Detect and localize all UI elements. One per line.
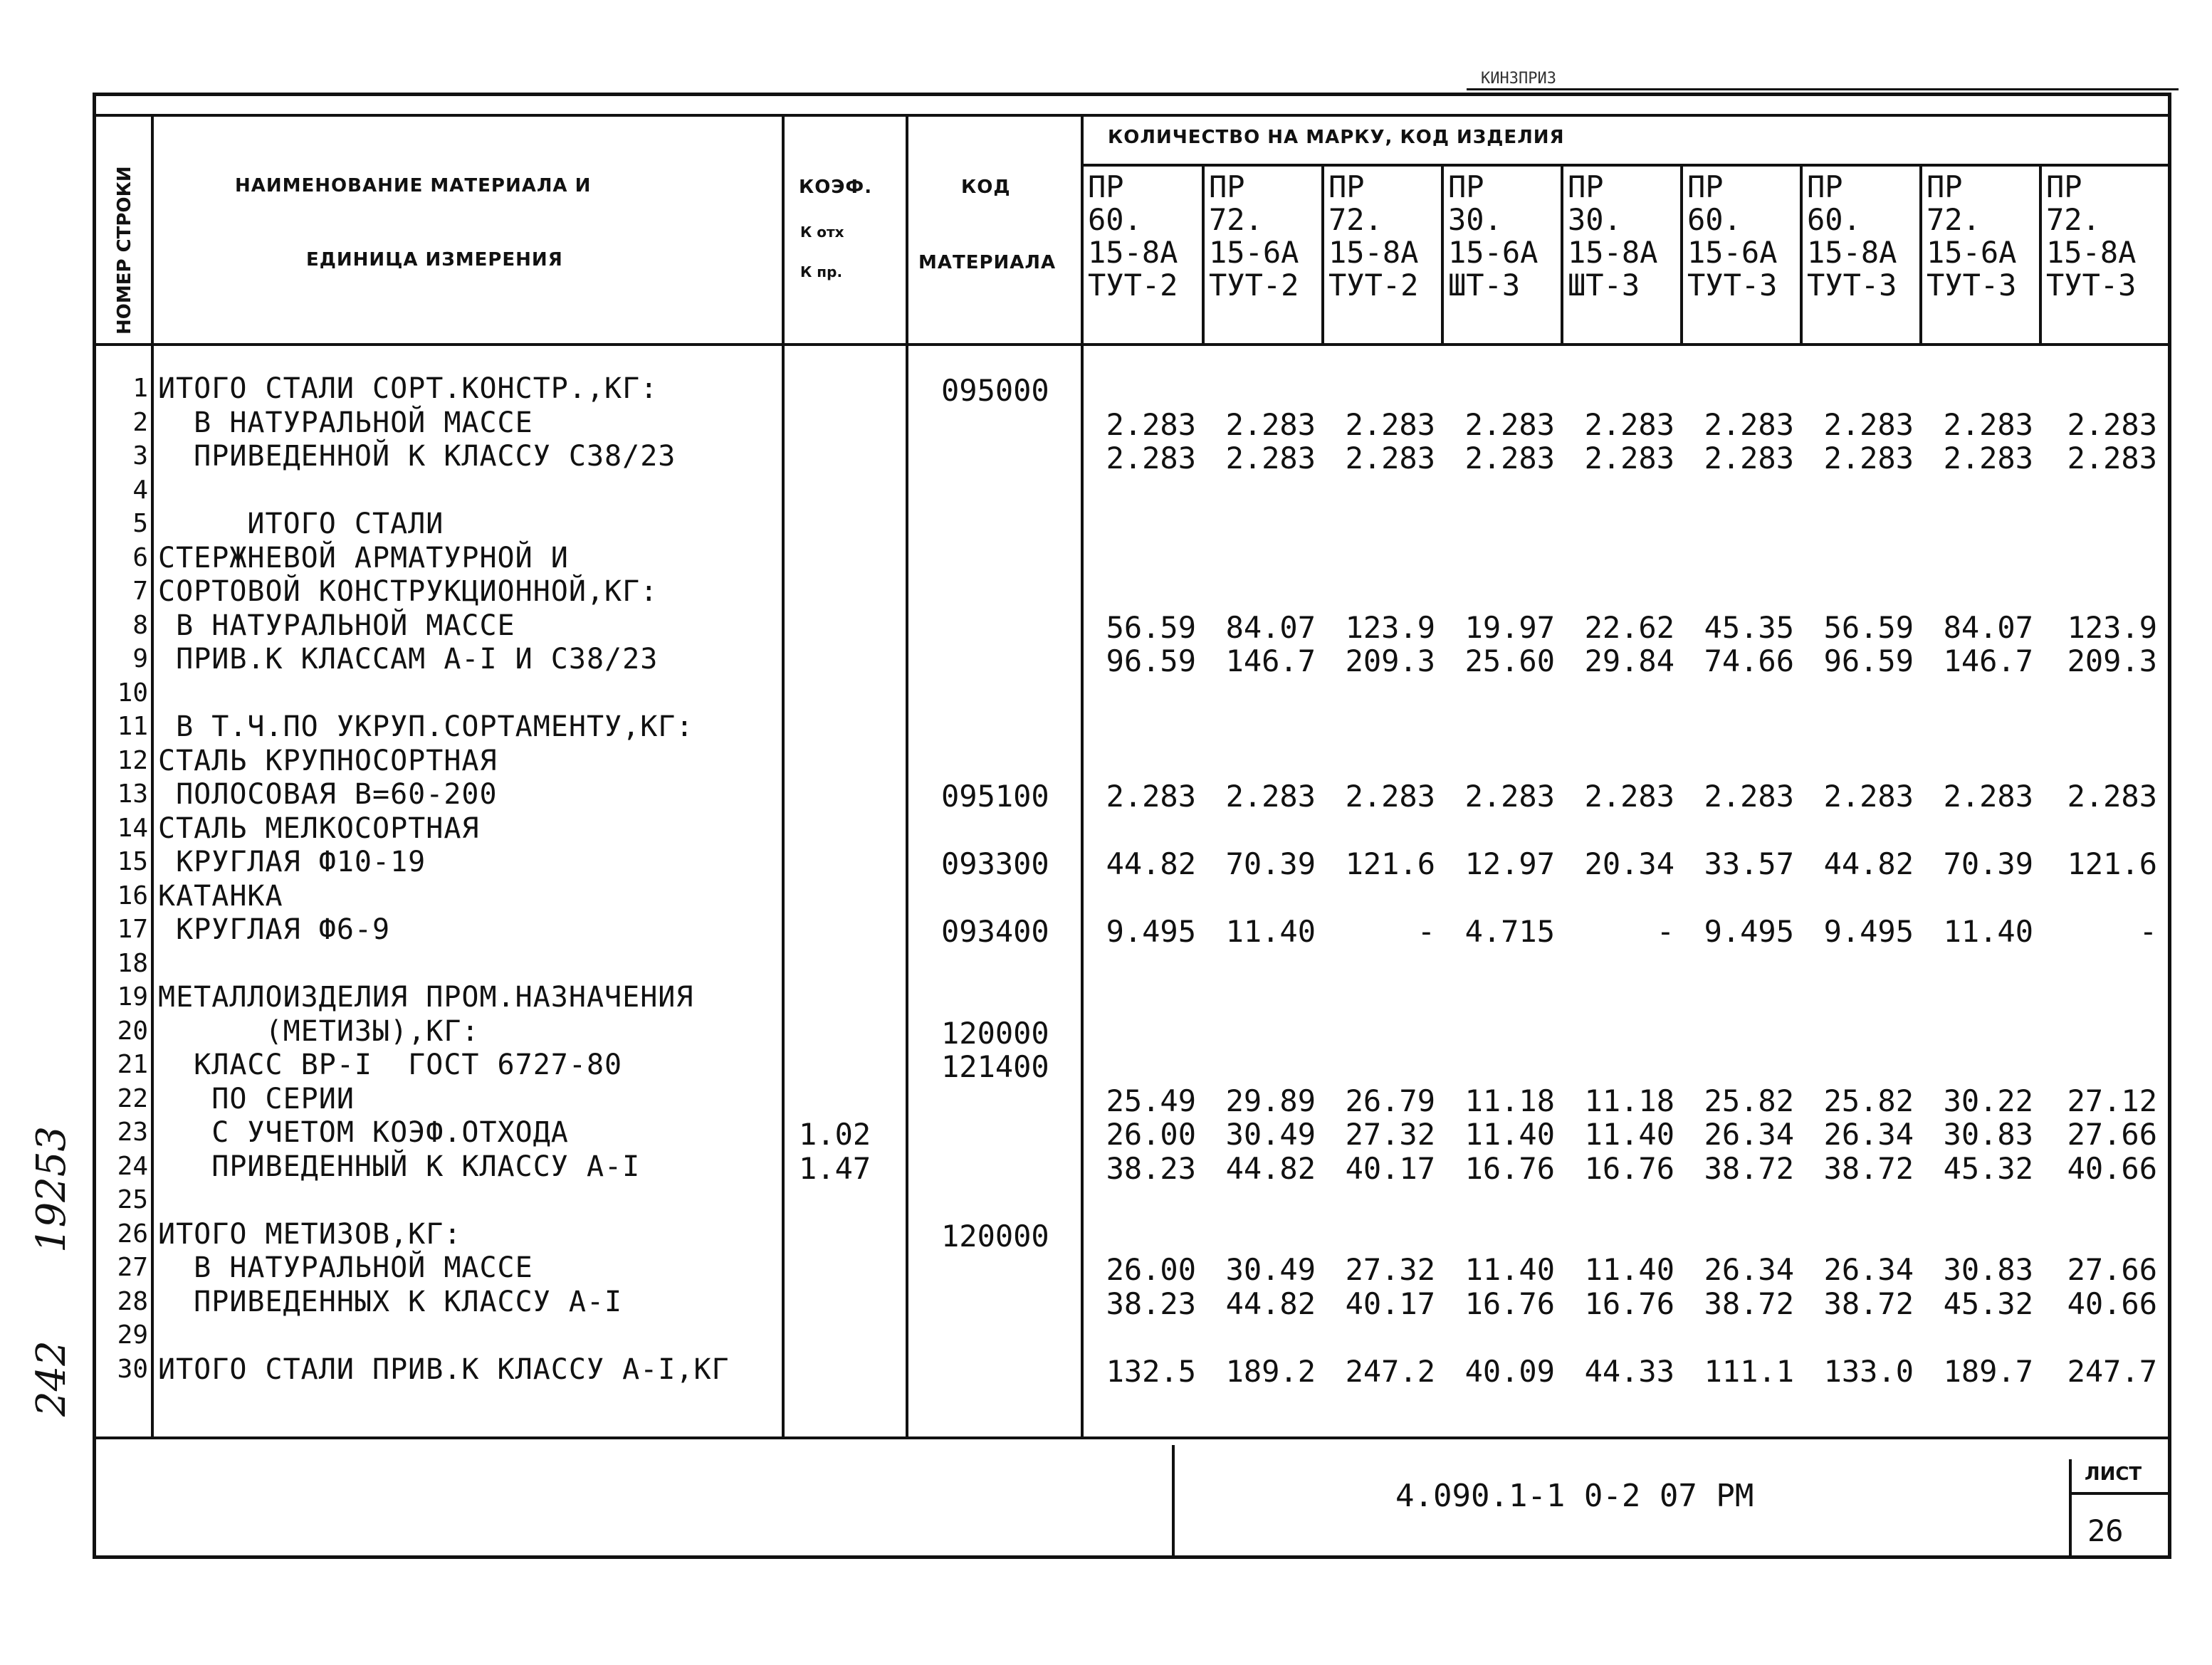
top-stamp: КИНЗПРИЗ bbox=[1481, 70, 1556, 88]
row-name: СТАЛЬ МЕЛКОСОРТНАЯ bbox=[158, 812, 480, 845]
row-value: 121.6 bbox=[1345, 846, 1435, 881]
row-value: 26.00 bbox=[1106, 1252, 1196, 1287]
row-value: 9.495 bbox=[1823, 914, 1914, 949]
row-value: 2.283 bbox=[1823, 779, 1914, 814]
row-value: 11.18 bbox=[1464, 1083, 1555, 1118]
product-header-2 bbox=[1209, 171, 1299, 302]
row-material-code: 120000 bbox=[941, 1016, 1049, 1051]
row-value: 30.22 bbox=[1943, 1083, 2033, 1118]
product-header-1 bbox=[1088, 171, 1178, 302]
row-value: 44.82 bbox=[1225, 1151, 1316, 1186]
row-value: 38.72 bbox=[1823, 1286, 1914, 1321]
row-value: 209.3 bbox=[2067, 644, 2157, 678]
product-header-line: 15-6А bbox=[1687, 235, 1778, 270]
row-number: 9 bbox=[132, 644, 148, 673]
row-value: 2.283 bbox=[1345, 407, 1435, 442]
product-header-line: 60. bbox=[1807, 202, 1861, 237]
row-number: 27 bbox=[117, 1253, 148, 1282]
product-header-line: ПР bbox=[1088, 169, 1124, 204]
coef-sub-pr: К пр. bbox=[800, 263, 843, 280]
row-value: 27.32 bbox=[1345, 1252, 1435, 1287]
product-header-line: 30. bbox=[1448, 202, 1502, 237]
row-value: 11.40 bbox=[1584, 1117, 1674, 1152]
row-name: В Т.Ч.ПО УКРУП.СОРТАМЕНТУ,КГ: bbox=[158, 710, 694, 743]
row-value: 29.84 bbox=[1584, 644, 1674, 678]
row-number: 29 bbox=[117, 1320, 148, 1350]
row-name: С УЧЕТОМ КОЭФ.ОТХОДА bbox=[158, 1116, 569, 1149]
sheet-label: ЛИСТ bbox=[2085, 1464, 2142, 1485]
col-line-p2 bbox=[1321, 165, 1324, 345]
top-stamp-line bbox=[1467, 88, 2179, 90]
row-value: 22.62 bbox=[1584, 610, 1674, 645]
row-number: 21 bbox=[117, 1050, 148, 1079]
row-value: 2.283 bbox=[1704, 779, 1794, 814]
row-value: 2.283 bbox=[1106, 407, 1196, 442]
name-header-line2: ЕДИНИЦА ИЗМЕРЕНИЯ bbox=[306, 249, 563, 271]
row-number: 15 bbox=[117, 847, 148, 876]
row-number: 10 bbox=[117, 678, 148, 708]
row-number: 28 bbox=[117, 1287, 148, 1316]
product-header-line: 15-8А bbox=[1088, 235, 1178, 270]
row-value: 11.40 bbox=[1584, 1252, 1674, 1287]
row-number: 11 bbox=[117, 712, 148, 741]
row-name: СОРТОВОЙ КОНСТРУКЦИОННОЙ,КГ: bbox=[158, 575, 659, 608]
product-header-line: ПР bbox=[1927, 169, 1963, 204]
row-name: МЕТАЛЛОИЗДЕЛИЯ ПРОМ.НАЗНАЧЕНИЯ bbox=[158, 981, 694, 1014]
row-coefficient: 1.47 bbox=[799, 1151, 871, 1186]
product-header-5 bbox=[1568, 171, 1657, 302]
product-header-7 bbox=[1807, 171, 1897, 302]
product-header-line: ТУТ-3 bbox=[1927, 268, 2017, 303]
row-value: 146.7 bbox=[1943, 644, 2033, 678]
header-top-line bbox=[93, 114, 2171, 117]
row-name: ПРИВ.К КЛАССАМ А-I И С38/23 bbox=[158, 643, 659, 676]
row-number: 4 bbox=[132, 476, 148, 505]
product-header-line: ТУТ-2 bbox=[1088, 268, 1178, 303]
row-value: 25.49 bbox=[1106, 1083, 1196, 1118]
row-value: 2.283 bbox=[1584, 407, 1674, 442]
row-name: ПРИВЕДЕННЫЙ К КЛАССУ А-I bbox=[158, 1150, 641, 1183]
inventory-number: 19253 bbox=[28, 1125, 75, 1253]
col-line-coef bbox=[906, 114, 908, 1438]
product-header-line: 60. bbox=[1088, 202, 1142, 237]
row-number: 13 bbox=[117, 779, 148, 809]
row-value: 2.283 bbox=[1823, 407, 1914, 442]
row-number: 7 bbox=[132, 577, 148, 606]
product-header-line: ПР bbox=[1448, 169, 1484, 204]
product-header-9 bbox=[2046, 171, 2136, 302]
row-material-code: 121400 bbox=[941, 1049, 1049, 1084]
col-line-p1 bbox=[1202, 165, 1205, 345]
row-value: 45.32 bbox=[1943, 1151, 2033, 1186]
row-value: 11.40 bbox=[1943, 914, 2033, 949]
row-value: 9.495 bbox=[1106, 914, 1196, 949]
product-header-line: 15-6А bbox=[1209, 235, 1299, 270]
row-value: 70.39 bbox=[1943, 846, 2033, 881]
product-header-line: 15-6А bbox=[1448, 235, 1539, 270]
row-name: СТАЛЬ КРУПНОСОРТНАЯ bbox=[158, 745, 498, 777]
row-number: 20 bbox=[117, 1017, 148, 1046]
row-value: 2.283 bbox=[2067, 779, 2157, 814]
row-value: 2.283 bbox=[1464, 407, 1555, 442]
coef-header: КОЭФ. bbox=[799, 177, 873, 198]
row-number: 23 bbox=[117, 1118, 148, 1147]
row-number: 22 bbox=[117, 1084, 148, 1113]
row-number: 2 bbox=[132, 408, 148, 437]
row-name: В НАТУРАЛЬНОЙ МАССЕ bbox=[158, 1251, 533, 1284]
row-value: 247.2 bbox=[1345, 1354, 1435, 1389]
row-value: 2.283 bbox=[1225, 407, 1316, 442]
row-value: 84.07 bbox=[1943, 610, 2033, 645]
row-value: 70.39 bbox=[1225, 846, 1316, 881]
footer-sheet-divider bbox=[2069, 1459, 2072, 1559]
row-value: 20.34 bbox=[1584, 846, 1674, 881]
document-code: 4.090.1-1 0-2 07 РМ bbox=[1395, 1478, 1754, 1514]
row-value: 84.07 bbox=[1225, 610, 1316, 645]
row-value: 2.283 bbox=[2067, 407, 2157, 442]
row-number-header: НОМЕР СТРОКИ bbox=[114, 166, 135, 335]
row-number: 19 bbox=[117, 982, 148, 1012]
row-value: 146.7 bbox=[1225, 644, 1316, 678]
row-value: 26.34 bbox=[1823, 1117, 1914, 1152]
row-value: 2.283 bbox=[1345, 779, 1435, 814]
product-header-line: ТУТ-3 bbox=[1807, 268, 1897, 303]
row-value: 2.283 bbox=[1464, 779, 1555, 814]
quantity-header: КОЛИЧЕСТВО НА МАРКУ, КОД ИЗДЕЛИЯ bbox=[1108, 127, 1565, 148]
row-value: - bbox=[1656, 914, 1674, 949]
row-value: 19.97 bbox=[1464, 610, 1555, 645]
product-header-line: 72. bbox=[1927, 202, 1981, 237]
row-value: 26.34 bbox=[1704, 1117, 1794, 1152]
row-name: КРУГЛАЯ Ф10-19 bbox=[158, 846, 426, 878]
product-header-3 bbox=[1328, 171, 1418, 302]
product-header-line: ТУТ-3 bbox=[2046, 268, 2137, 303]
product-header-line: ТУТ-3 bbox=[1687, 268, 1778, 303]
row-value: 2.283 bbox=[1106, 441, 1196, 476]
product-header-line: 60. bbox=[1687, 202, 1741, 237]
row-value: 16.76 bbox=[1464, 1151, 1555, 1186]
product-header-line: ПР bbox=[2046, 169, 2082, 204]
row-value: 27.66 bbox=[2067, 1117, 2157, 1152]
row-value: 25.60 bbox=[1464, 644, 1555, 678]
header-bottom-line bbox=[93, 343, 2171, 346]
product-header-line: 15-8А bbox=[1807, 235, 1897, 270]
row-value: 44.82 bbox=[1106, 846, 1196, 881]
row-number: 5 bbox=[132, 509, 148, 538]
product-header-line: ШТ-3 bbox=[1568, 268, 1640, 303]
row-number: 12 bbox=[117, 746, 148, 775]
product-header-line: 15-8А bbox=[2046, 235, 2137, 270]
product-header-line: ШТ-3 bbox=[1448, 268, 1521, 303]
row-value: 38.23 bbox=[1106, 1151, 1196, 1186]
row-value: 44.33 bbox=[1584, 1354, 1674, 1389]
row-value: 25.82 bbox=[1704, 1083, 1794, 1118]
col-line-p3 bbox=[1441, 165, 1444, 345]
row-value: 2.283 bbox=[1943, 441, 2033, 476]
row-value: 38.23 bbox=[1106, 1286, 1196, 1321]
row-number: 18 bbox=[117, 949, 148, 978]
row-material-code: 120000 bbox=[941, 1219, 1049, 1254]
row-value: 189.7 bbox=[1943, 1354, 2033, 1389]
row-value: 30.83 bbox=[1943, 1117, 2033, 1152]
product-header-line: ТУТ-2 bbox=[1209, 268, 1299, 303]
name-header-line1: НАИМЕНОВАНИЕ МАТЕРИАЛА И bbox=[235, 175, 592, 196]
col-line-rownum bbox=[151, 114, 154, 1438]
product-header-line: 15-8А bbox=[1568, 235, 1658, 270]
row-material-code: 093400 bbox=[941, 914, 1049, 949]
coef-sub-otx: К отх bbox=[800, 224, 844, 241]
product-header-6 bbox=[1687, 171, 1777, 302]
row-value: 2.283 bbox=[1584, 779, 1674, 814]
row-value: 2.283 bbox=[1704, 441, 1794, 476]
row-name: ИТОГО СТАЛИ ПРИВ.К КЛАССУ А-I,КГ bbox=[158, 1353, 730, 1386]
row-value: 2.283 bbox=[1584, 441, 1674, 476]
row-number: 3 bbox=[132, 441, 148, 471]
row-name: ИТОГО МЕТИЗОВ,КГ: bbox=[158, 1218, 462, 1251]
product-header-line: 15-8А bbox=[1328, 235, 1419, 270]
row-value: 11.40 bbox=[1464, 1252, 1555, 1287]
product-header-line: 72. bbox=[1209, 202, 1263, 237]
product-header-4 bbox=[1448, 171, 1538, 302]
row-value: 56.59 bbox=[1106, 610, 1196, 645]
row-value: 111.1 bbox=[1704, 1354, 1794, 1389]
row-value: 40.17 bbox=[1345, 1151, 1435, 1186]
col-line-p4 bbox=[1561, 165, 1563, 345]
row-material-code: 095000 bbox=[941, 373, 1049, 408]
product-header-line: 72. bbox=[2046, 202, 2100, 237]
sheet-number: 26 bbox=[2087, 1513, 2124, 1548]
row-value: 2.283 bbox=[1943, 779, 2033, 814]
row-number: 17 bbox=[117, 915, 148, 944]
row-value: 30.83 bbox=[1943, 1252, 2033, 1287]
row-value: 2.283 bbox=[1225, 779, 1316, 814]
row-value: 30.49 bbox=[1225, 1252, 1316, 1287]
row-value: 209.3 bbox=[1345, 644, 1435, 678]
row-value: 9.495 bbox=[1704, 914, 1794, 949]
row-name: ПРИВЕДЕННЫХ К КЛАССУ А-I bbox=[158, 1286, 623, 1318]
row-value: 96.59 bbox=[1823, 644, 1914, 678]
row-name: ПРИВЕДЕННОЙ К КЛАССУ С38/23 bbox=[158, 440, 676, 473]
row-value: 26.34 bbox=[1823, 1252, 1914, 1287]
row-value: 2.283 bbox=[1943, 407, 2033, 442]
row-name: В НАТУРАЛЬНОЙ МАССЕ bbox=[158, 406, 533, 439]
col-line-code bbox=[1081, 114, 1084, 1438]
row-number: 30 bbox=[117, 1355, 148, 1384]
row-number: 26 bbox=[117, 1219, 148, 1249]
row-value: 29.89 bbox=[1225, 1083, 1316, 1118]
row-value: 2.283 bbox=[1225, 441, 1316, 476]
row-value: 27.32 bbox=[1345, 1117, 1435, 1152]
row-material-code: 093300 bbox=[941, 846, 1049, 881]
table-bottom-line bbox=[93, 1436, 2171, 1439]
row-number: 8 bbox=[132, 611, 148, 640]
row-name: ПОЛОСОВАЯ В=60-200 bbox=[158, 778, 498, 811]
row-value: - bbox=[1417, 914, 1435, 949]
row-name: В НАТУРАЛЬНОЙ МАССЕ bbox=[158, 609, 515, 642]
row-number: 14 bbox=[117, 814, 148, 843]
row-value: 40.66 bbox=[2067, 1286, 2157, 1321]
row-number: 6 bbox=[132, 543, 148, 572]
product-header-line: ПР bbox=[1328, 169, 1365, 204]
row-value: 121.6 bbox=[2067, 846, 2157, 881]
row-value: 133.0 bbox=[1823, 1354, 1914, 1389]
row-number: 25 bbox=[117, 1185, 148, 1214]
row-value: 16.76 bbox=[1464, 1286, 1555, 1321]
row-value: 30.49 bbox=[1225, 1117, 1316, 1152]
row-value: 25.82 bbox=[1823, 1083, 1914, 1118]
row-value: 44.82 bbox=[1823, 846, 1914, 881]
page-number-handwritten: 242 bbox=[28, 1340, 75, 1417]
footer-divider bbox=[1172, 1445, 1175, 1559]
row-value: 16.76 bbox=[1584, 1151, 1674, 1186]
product-header-line: ПР bbox=[1807, 169, 1843, 204]
footer-sheet-line bbox=[2069, 1492, 2171, 1495]
col-line-p6 bbox=[1800, 165, 1803, 345]
col-line-name bbox=[782, 114, 785, 1438]
product-header-line: ПР bbox=[1209, 169, 1245, 204]
row-value: 38.72 bbox=[1704, 1151, 1794, 1186]
row-name: КЛАСС ВР-I ГОСТ 6727-80 bbox=[158, 1049, 623, 1081]
row-value: - bbox=[2139, 914, 2157, 949]
row-name: КАТАНКА bbox=[158, 880, 283, 913]
row-value: 123.9 bbox=[1345, 610, 1435, 645]
row-name: ИТОГО СТАЛИ СОРТ.КОНСТР.,КГ: bbox=[158, 372, 659, 405]
product-header-8 bbox=[1927, 171, 2016, 302]
row-value: 40.09 bbox=[1464, 1354, 1555, 1389]
row-name: (МЕТИЗЫ),КГ: bbox=[158, 1015, 480, 1048]
product-header-line: ПР bbox=[1687, 169, 1724, 204]
row-value: 11.40 bbox=[1464, 1117, 1555, 1152]
row-value: 12.97 bbox=[1464, 846, 1555, 881]
row-value: 27.12 bbox=[2067, 1083, 2157, 1118]
row-name: КРУГЛАЯ Ф6-9 bbox=[158, 913, 391, 946]
col-line-p5 bbox=[1680, 165, 1683, 345]
row-value: 38.72 bbox=[1704, 1286, 1794, 1321]
row-value: 11.18 bbox=[1584, 1083, 1674, 1118]
row-coefficient: 1.02 bbox=[799, 1117, 871, 1152]
code-header: КОД bbox=[961, 177, 1011, 198]
row-value: 247.7 bbox=[2067, 1354, 2157, 1389]
row-value: 123.9 bbox=[2067, 610, 2157, 645]
row-value: 16.76 bbox=[1584, 1286, 1674, 1321]
row-value: 40.17 bbox=[1345, 1286, 1435, 1321]
row-value: 2.283 bbox=[1106, 779, 1196, 814]
row-value: 2.283 bbox=[1464, 441, 1555, 476]
row-value: 45.32 bbox=[1943, 1286, 2033, 1321]
row-value: 44.82 bbox=[1225, 1286, 1316, 1321]
row-value: 2.283 bbox=[1345, 441, 1435, 476]
row-value: 189.2 bbox=[1225, 1354, 1316, 1389]
row-value: 4.715 bbox=[1464, 914, 1555, 949]
row-value: 56.59 bbox=[1823, 610, 1914, 645]
row-value: 27.66 bbox=[2067, 1252, 2157, 1287]
product-header-line: 30. bbox=[1568, 202, 1622, 237]
row-value: 11.40 bbox=[1225, 914, 1316, 949]
row-name: СТЕРЖНЕВОЙ АРМАТУРНОЙ И bbox=[158, 542, 569, 574]
row-number: 1 bbox=[132, 374, 148, 403]
row-value: 74.66 bbox=[1704, 644, 1794, 678]
row-number: 24 bbox=[117, 1152, 148, 1181]
product-header-line: 72. bbox=[1328, 202, 1383, 237]
row-value: 2.283 bbox=[2067, 441, 2157, 476]
row-value: 132.5 bbox=[1106, 1354, 1196, 1389]
product-header-line: 15-6А bbox=[1927, 235, 2017, 270]
row-name: ПО СЕРИИ bbox=[158, 1083, 355, 1115]
row-value: 26.34 bbox=[1704, 1252, 1794, 1287]
row-value: 2.283 bbox=[1704, 407, 1794, 442]
code-header-2: МАТЕРИАЛА bbox=[918, 252, 1057, 273]
product-header-line: ТУТ-2 bbox=[1328, 268, 1419, 303]
row-value: 40.66 bbox=[2067, 1151, 2157, 1186]
row-number: 16 bbox=[117, 881, 148, 910]
row-value: 2.283 bbox=[1823, 441, 1914, 476]
col-line-p7 bbox=[1919, 165, 1922, 345]
row-value: 26.00 bbox=[1106, 1117, 1196, 1152]
product-header-line: ПР bbox=[1568, 169, 1604, 204]
row-value: 26.79 bbox=[1345, 1083, 1435, 1118]
col-line-p8 bbox=[2039, 165, 2042, 345]
quantity-label-line bbox=[1081, 164, 2171, 167]
row-value: 33.57 bbox=[1704, 846, 1794, 881]
row-value: 45.35 bbox=[1704, 610, 1794, 645]
row-name: ИТОГО СТАЛИ bbox=[158, 508, 444, 540]
row-value: 96.59 bbox=[1106, 644, 1196, 678]
row-material-code: 095100 bbox=[941, 779, 1049, 814]
row-value: 38.72 bbox=[1823, 1151, 1914, 1186]
